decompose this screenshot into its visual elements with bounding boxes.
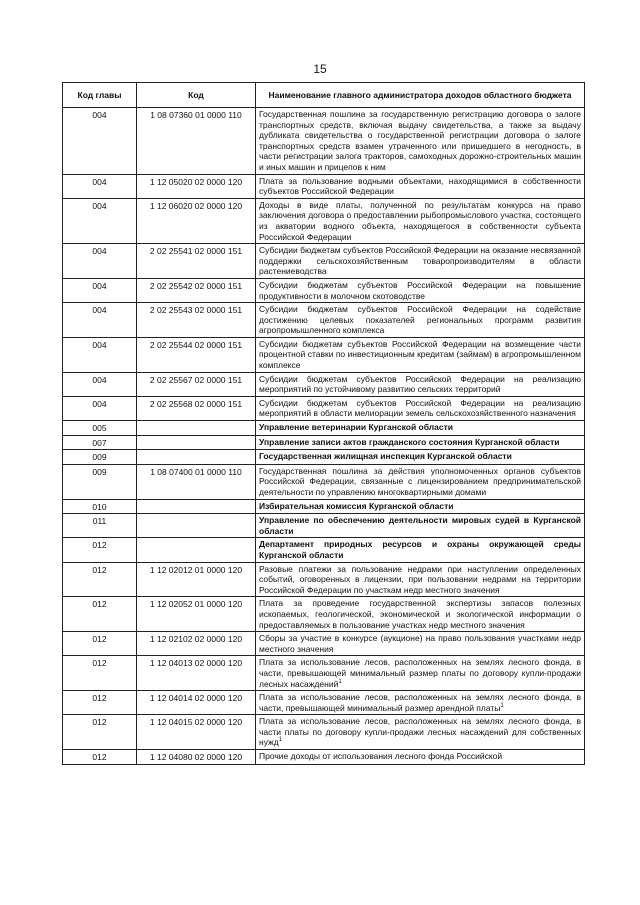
name-cell [256, 691, 585, 715]
name-text: Государственная пошлина за действия уполномоченных органов субъектов Российской Федерации, связанные с лицензированием предпринимательской деятельности по управлению многоквартирными домами [259, 465, 581, 497]
chapter-code-cell: 007 [63, 435, 137, 450]
revenue-code-cell: 1 12 04013 02 0000 120 [137, 656, 256, 691]
name-cell [256, 174, 585, 198]
revenue-code-cell: 1 12 04080 02 0000 120 [137, 750, 256, 765]
chapter-code-cell: 009 [63, 464, 137, 499]
revenue-code-cell: 2 02 25544 02 0000 151 [137, 337, 256, 372]
name-cell [256, 303, 585, 338]
table-row [63, 174, 585, 198]
revenue-code-cell: 1 12 04015 02 0000 120 [137, 715, 256, 750]
table-row [63, 750, 585, 765]
table-section-row [63, 450, 585, 465]
table-section-row [63, 514, 585, 538]
chapter-code-cell: 004 [63, 337, 137, 372]
name-text: Плата за использование лесов, расположенных на землях лесного фонда, в части, превышающей минимальный размер арендной платы [259, 692, 581, 713]
revenue-code-cell: 2 02 25568 02 0000 151 [137, 396, 256, 420]
name-cell [256, 514, 585, 538]
name-text: Плата за использование лесов, расположенных на землях лесного фонда, в части платы по договору купли-продажи лесных насаждений для собственных нужд [259, 716, 581, 748]
chapter-code-cell: 004 [63, 372, 137, 396]
chapter-code-cell: 012 [63, 715, 137, 750]
name-cell [256, 421, 585, 436]
footnote-marker: 1 [500, 702, 504, 709]
footnote-marker: 1 [338, 678, 342, 685]
chapter-code-cell: 011 [63, 514, 137, 538]
table-row [63, 303, 585, 338]
name-cell [256, 656, 585, 691]
table-row [63, 278, 585, 302]
chapter-code-cell: 012 [63, 750, 137, 765]
name-cell [256, 244, 585, 279]
revenue-code-cell: 1 12 06020 02 0000 120 [137, 198, 256, 243]
name-text: Плата за использование лесов, расположенных на землях лесного фонда, в части, превышающей минимальный размер платы по договору купли-продажи лесных насаждений [259, 657, 581, 689]
name-text: Управление ветеринарии Курганской области [259, 422, 454, 433]
name-text: Избирательная комиссия Курганской области [259, 500, 454, 511]
chapter-code-cell: 004 [63, 244, 137, 279]
chapter-code-cell: 004 [63, 396, 137, 420]
name-cell [256, 632, 585, 656]
name-text: Разовые платежи за пользование недрами при наступлении определенных событий, оговоренных в лицензии, при пользовании недрами на территории Российской Федерации по участкам недр местного значения [259, 563, 581, 595]
name-cell [256, 108, 585, 175]
chapter-code-cell: 012 [63, 538, 137, 562]
table-section-row [63, 499, 585, 514]
table-row [63, 244, 585, 279]
name-text: Прочие доходы от использования лесного фонда Российской [259, 751, 503, 762]
header-code: Код [137, 83, 256, 108]
chapter-code-cell: 012 [63, 691, 137, 715]
name-cell [256, 597, 585, 632]
revenue-code-cell: 1 12 02012 01 0000 120 [137, 562, 256, 597]
table-row [63, 108, 585, 175]
header-chapter-code: Код главы [63, 83, 137, 108]
table-row [63, 656, 585, 691]
name-text: Плата за проведение государственной экспертизы запасов полезных ископаемых, геологической, экономической и экологической информации о предоставляемых в пользование участках недр местного значения [259, 598, 581, 630]
footnote-marker: 1 [278, 737, 283, 744]
table-body [63, 108, 585, 765]
table-row [63, 562, 585, 597]
chapter-code-cell: 004 [63, 303, 137, 338]
table-section-row [63, 538, 585, 562]
revenue-code-cell [137, 514, 256, 538]
table-row [63, 337, 585, 372]
name-text: Субсидии бюджетам субъектов Российской Федерации на оказание несвязанной поддержки сельскохозяйственным товаропроизводителям в области растениеводства [259, 245, 581, 277]
name-cell [256, 337, 585, 372]
chapter-code-cell: 004 [63, 108, 137, 175]
name-cell [256, 538, 585, 562]
name-cell [256, 396, 585, 420]
chapter-code-cell: 012 [63, 656, 137, 691]
page-number: 15 [313, 62, 327, 76]
name-text: Государственная жилищная инспекция Курганской области [259, 451, 512, 462]
revenue-code-cell [137, 538, 256, 562]
name-cell [256, 435, 585, 450]
chapter-code-cell: 009 [63, 450, 137, 465]
name-cell [256, 450, 585, 465]
revenue-code-cell: 1 12 02102 02 0000 120 [137, 632, 256, 656]
name-cell [256, 198, 585, 243]
revenue-code-cell [137, 499, 256, 514]
chapter-code-cell: 005 [63, 421, 137, 436]
name-cell [256, 278, 585, 302]
revenue-code-cell [137, 450, 256, 465]
revenue-code-cell: 2 02 25543 02 0000 151 [137, 303, 256, 338]
name-text: Субсидии бюджетам субъектов Российской Федерации на возмещение части процентной ставки по инвестиционным кредитам (займам) в агропромышленном комплексе [259, 338, 581, 371]
name-cell [256, 372, 585, 396]
table-row [63, 464, 585, 499]
header-name: Наименование главного администратора доходов областного бюджета [256, 83, 585, 108]
revenue-code-cell: 2 02 25542 02 0000 151 [137, 278, 256, 302]
name-cell [256, 715, 585, 750]
chapter-code-cell: 010 [63, 499, 137, 514]
name-text: Субсидии бюджетам субъектов Российской Федерации на повышение продуктивности в молочном скотоводстве [259, 279, 581, 301]
revenue-code-cell: 2 02 25541 02 0000 151 [137, 244, 256, 279]
name-text: Сборы за участие в конкурсе (аукционе) на право пользования участками недр местного значения [259, 633, 581, 654]
revenue-code-cell: 1 12 05020 02 0000 120 [137, 174, 256, 198]
name-text: Государственная пошлина за государственную регистрацию договора о залоге транспортных средств, включая выдачу свидетельства, а также за выдачу дубликата свидетельства о государственной регистрации договора о залоге транспортных средств взамен утраченного или пришедшего в негодность, в части регистрации залога тракторов, самоходных дорожно-строительных машин и иных машин и прицепов к ним [259, 109, 581, 172]
revenue-code-cell: 1 12 02052 01 0000 120 [137, 597, 256, 632]
revenue-code-cell: 1 08 07400 01 0000 110 [137, 464, 256, 499]
table-header-row [63, 83, 585, 108]
chapter-code-cell: 012 [63, 597, 137, 632]
table-section-row [63, 421, 585, 436]
name-text: Доходы в виде платы, полученной по результатам конкурса на право заключения договора о предоставлении рыбопромыслового участка, состоящего из акватории водного объекта, находящегося в собственности субъекта Российской Федерации [259, 199, 581, 242]
table-row [63, 691, 585, 715]
name-text: Управление по обеспечению деятельности мировых судей в Курганской области [259, 515, 581, 536]
chapter-code-cell: 004 [63, 278, 137, 302]
chapter-code-cell: 012 [63, 632, 137, 656]
revenue-code-cell: 2 02 25567 02 0000 151 [137, 372, 256, 396]
table-row [63, 715, 585, 750]
name-text: Плата за пользование водными объектами, находящимися в собственности субъектов Российской Федерации [259, 175, 581, 197]
revenue-code-cell: 1 12 04014 02 0000 120 [137, 691, 256, 715]
name-text: Субсидии бюджетам субъектов Российской Федерации на реализацию мероприятий по устойчивому развитию сельских территорий [259, 373, 581, 395]
revenue-code-cell [137, 421, 256, 436]
chapter-code-cell: 004 [63, 174, 137, 198]
name-cell [256, 499, 585, 514]
table-row [63, 632, 585, 656]
table-row [63, 198, 585, 243]
name-text: Департамент природных ресурсов и охраны окружающей среды Курганской области [259, 539, 581, 560]
name-cell [256, 464, 585, 499]
revenue-administrators-table [62, 82, 585, 765]
table-row [63, 396, 585, 420]
table-section-row [63, 435, 585, 450]
table-row [63, 597, 585, 632]
name-text: Субсидии бюджетам субъектов Российской Федерации на реализацию мероприятий в области мелиорации земель сельскохозяйственного назначения [259, 397, 581, 419]
name-cell [256, 562, 585, 597]
chapter-code-cell: 012 [63, 562, 137, 597]
name-cell [256, 750, 585, 765]
chapter-code-cell: 004 [63, 198, 137, 243]
name-text: Субсидии бюджетам субъектов Российской Федерации на содействие достижению целевых показателей региональных программ развития агропромышленного комплекса [259, 304, 581, 336]
table-row [63, 372, 585, 396]
name-text: Управление записи актов гражданского состояния Курганской области [259, 436, 560, 447]
revenue-code-cell [137, 435, 256, 450]
revenue-code-cell: 1 08 07360 01 0000 110 [137, 108, 256, 175]
